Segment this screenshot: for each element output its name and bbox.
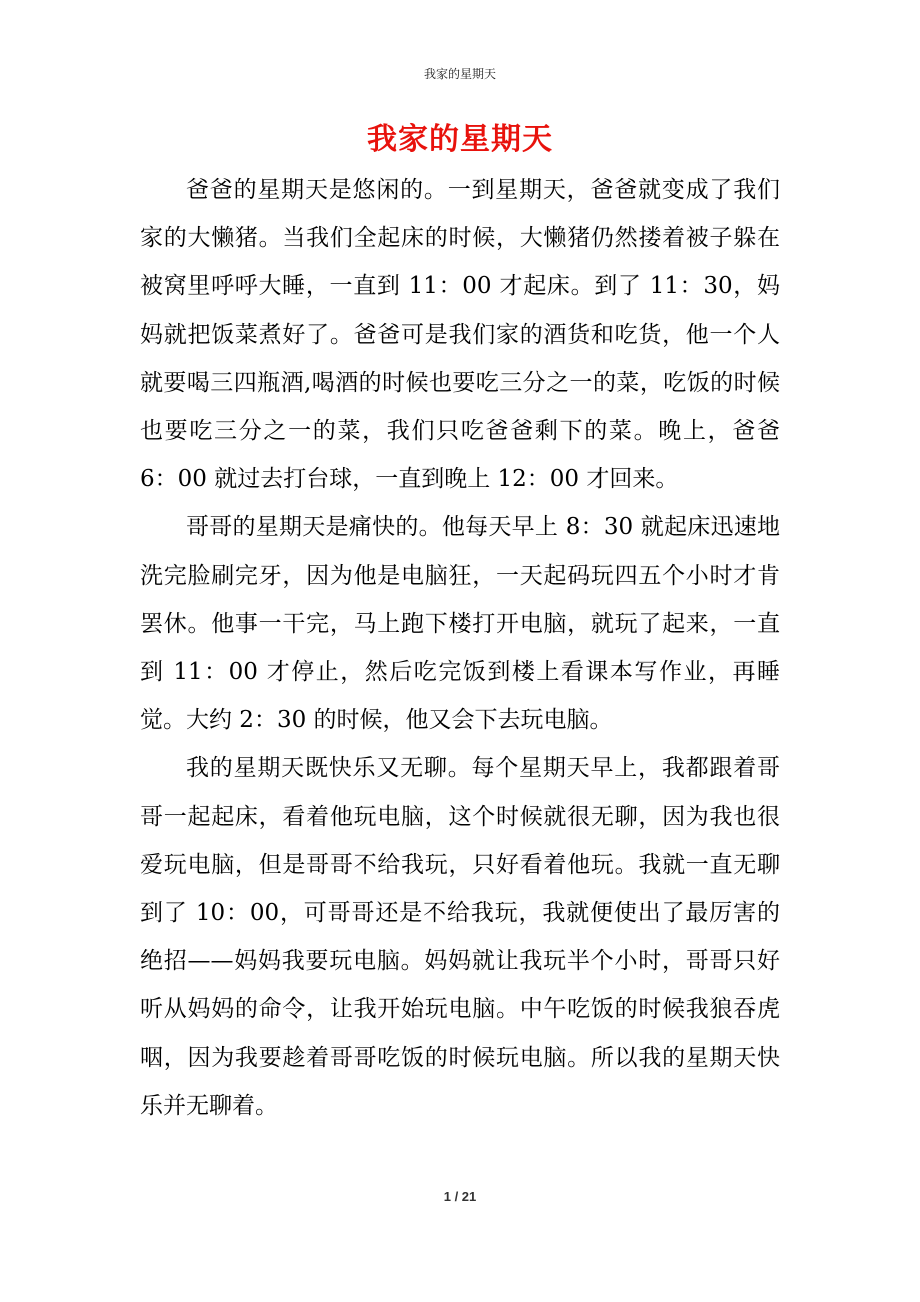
paragraph-brother: 哥哥的星期天是痛快的。他每天早上 8：30 就起床迅速地洗完脸刷完牙，因为他是电脑狂，一天起码玩四五个小时才肯罢休。他事一干完，马上跑下楼打开电脑，就玩了起来，一直到 11：00 才停止，然后吃完饭到楼上看课本写作业，再睡觉。大约 2：30 的时候，他又会下去玩电脑。 <box>140 514 780 734</box>
page-number: 1 / 21 <box>443 1189 477 1204</box>
document-body <box>140 166 780 1130</box>
paragraph-father: 爸爸的星期天是悠闲的。一到星期天，爸爸就变成了我们家的大懒猪。当我们全起床的时候，大懒猪仍然搂着被子躲在被窝里呼呼大睡，一直到 11：00 才起床。到了 11：30，妈妈就把饭菜煮好了。爸爸可是我们家的酒货和吃货，他一个人就要喝三四瓶酒,喝酒的时候也要吃三分之一的菜，吃饭的时候也要吃三分之一的菜，我们只吃爸爸剩下的菜。晚上，爸爸 6：00 就过去打台球，一直到晚上 12：00 才回来。 <box>140 177 780 493</box>
paragraph-me: 我的星期天既快乐又无聊。每个星期天早上，我都跟着哥哥一起起床，看着他玩电脑，这个时候就很无聊，因为我也很爱玩电脑，但是哥哥不给我玩，只好看着他玩。我就一直无聊到了 10：00，可哥哥还是不给我玩，我就便使出了最厉害的绝招——妈妈我要玩电脑。妈妈就让我玩半个小时，哥哥只好听从妈妈的命令，让我开始玩电脑。中午吃饭的时候我狼吞虎咽，因为我要趁着哥哥吃饭的时候玩电脑。所以我的星期天快乐并无聊着。 <box>140 755 780 1119</box>
document-title: 我家的星期天 <box>367 122 553 157</box>
running-header: 我家的星期天 <box>423 67 496 81</box>
